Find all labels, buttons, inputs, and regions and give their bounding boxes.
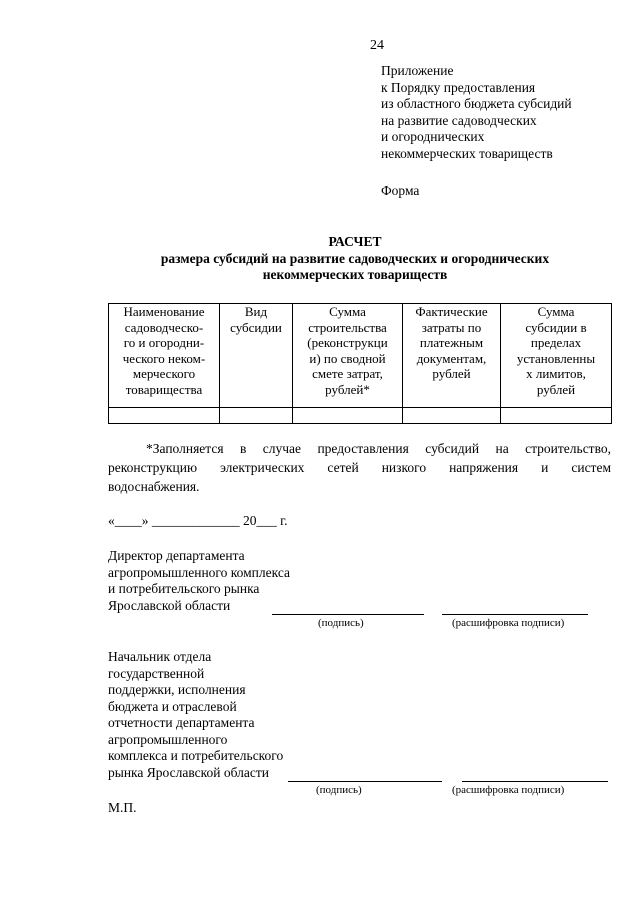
title-line: некоммерческих товариществ xyxy=(262,267,448,282)
document-title xyxy=(0,234,640,284)
head-name-field[interactable] xyxy=(462,781,608,782)
director-signature-block xyxy=(108,548,290,614)
appendix-header xyxy=(381,63,572,162)
footnote-line: реконструкцию электрических сетей низкого напряжения и систем xyxy=(108,460,611,475)
title-main: РАСЧЕТ xyxy=(328,234,382,249)
appendix-line: из областного бюджета субсидий xyxy=(381,96,572,111)
calculation-table xyxy=(108,303,612,424)
appendix-line: некоммерческих товариществ xyxy=(381,145,553,161)
table-row xyxy=(109,408,612,424)
appendix-line: Приложение xyxy=(381,63,454,78)
page-number: 24 xyxy=(370,38,384,53)
director-title-line: Ярославской области xyxy=(108,597,231,613)
stamp-label: М.П. xyxy=(108,800,137,815)
head-signature-field[interactable] xyxy=(288,781,442,782)
header-construction-sum: Сумма строительства (реконструкци и) по сводной смете затрат, рублей* xyxy=(293,304,403,408)
head-of-dept-signature-block xyxy=(108,649,283,781)
director-decode-hint: (расшифровка подписи) xyxy=(452,617,565,629)
head-decode-hint: (расшифровка подписи) xyxy=(452,784,565,796)
head-title-line: рынка Ярославской области xyxy=(108,764,269,780)
title-line: размера субсидий на развитие садоводческих и огороднических xyxy=(160,250,550,266)
appendix-line: и огороднических xyxy=(381,129,485,144)
table-cell[interactable] xyxy=(109,408,220,424)
table-header-row xyxy=(109,304,612,408)
header-subsidy-sum: Сумма субсидии в пределах установленны х лимитов, рублей xyxy=(501,304,612,408)
head-sign-hint: (подпись) xyxy=(316,784,362,796)
appendix-line: на развитие садоводческих xyxy=(381,112,537,128)
header-actual-costs: Фактические затраты по платежным документам, рублей xyxy=(403,304,501,408)
form-label: Форма xyxy=(381,183,420,198)
footnote xyxy=(108,439,611,496)
appendix-line: к Порядку предоставления xyxy=(381,79,536,95)
head-title-line: поддержки, исполнения xyxy=(108,682,246,697)
header-subsidy-type: Вид субсидии xyxy=(220,304,293,408)
director-title-line: Директор департамента xyxy=(108,548,245,563)
footnote-line: водоснабжения. xyxy=(108,479,200,494)
director-title-line: агропромышленного комплекса xyxy=(108,564,290,580)
head-title-line: государственной xyxy=(108,665,205,681)
date-line: «____» _____________ 20___ г. xyxy=(108,513,288,528)
footnote-line: *Заполняется в случае предоставления субсидий на строительство, xyxy=(146,441,611,456)
head-title-line: бюджета и отраслевой xyxy=(108,698,237,714)
head-title-line: Начальник отдела xyxy=(108,649,212,664)
head-title-line: комплекса и потребительского xyxy=(108,748,284,763)
director-sign-hint: (подпись) xyxy=(318,617,364,629)
table-cell[interactable] xyxy=(220,408,293,424)
head-title-line: отчетности департамента xyxy=(108,715,255,730)
table-cell[interactable] xyxy=(501,408,612,424)
table-cell[interactable] xyxy=(293,408,403,424)
header-org-name: Наименование садоводческо- го и огородни- ческого неком- мерческого товарищества xyxy=(109,304,220,408)
table-cell[interactable] xyxy=(403,408,501,424)
director-name-field[interactable] xyxy=(442,614,588,615)
director-signature-field[interactable] xyxy=(272,614,424,615)
director-title-line: и потребительского рынка xyxy=(108,581,260,596)
head-title-line: агропромышленного xyxy=(108,731,228,747)
